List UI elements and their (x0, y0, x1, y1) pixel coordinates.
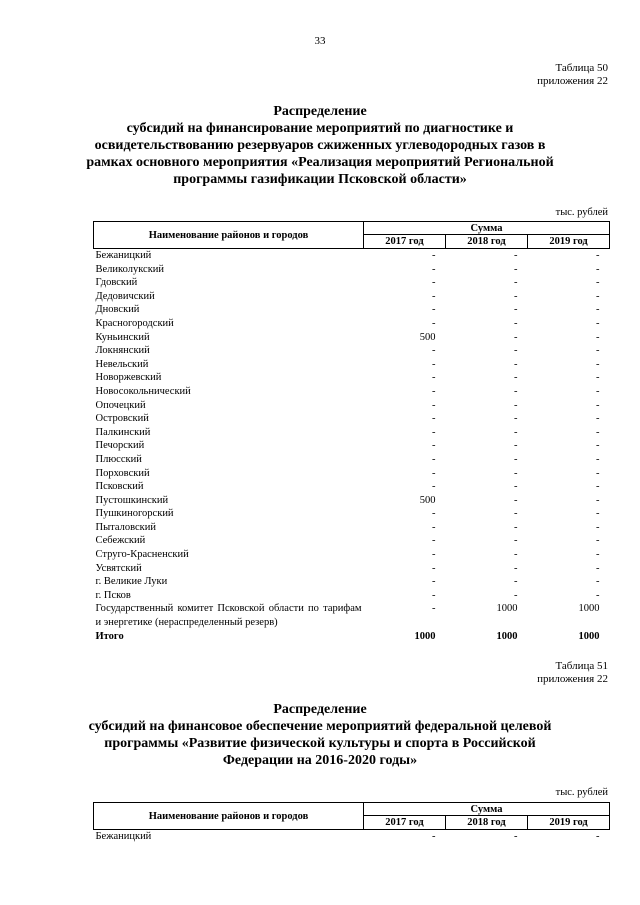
column-header-2019: 2019 год (528, 816, 610, 830)
table-row (94, 276, 610, 290)
district-name-cell: г. Великие Луки (95, 576, 168, 588)
table-row (94, 548, 610, 562)
value-2019-cell: - (596, 385, 600, 397)
value-2017-cell: - (432, 576, 436, 588)
value-2018-cell: - (514, 372, 518, 384)
table-body (94, 249, 610, 644)
value-2019-cell: - (596, 399, 600, 411)
subsidy-table-51 (93, 802, 610, 844)
table-row (94, 439, 610, 453)
table-51-heading (60, 701, 580, 769)
value-2017-cell: - (432, 263, 436, 275)
value-2017-cell: - (432, 453, 436, 465)
table-row (94, 480, 610, 494)
district-name-cell: Невельский (95, 358, 149, 370)
table-ref-line: приложения 22 (537, 673, 608, 685)
value-2018-cell: - (514, 290, 518, 302)
district-name-cell: Струго-Красненский (95, 549, 189, 561)
table-row (94, 426, 610, 440)
column-header-sum: Сумма (364, 222, 610, 235)
district-name-cell: Дедовичский (95, 290, 155, 302)
value-2019-cell: - (596, 576, 600, 588)
table-51-reference (537, 660, 608, 686)
heading-line: Федерации на 2016-2020 годы» (222, 753, 418, 768)
value-2018-cell: - (514, 277, 518, 289)
value-2019-cell: - (596, 331, 600, 343)
value-2019-cell: - (596, 345, 600, 357)
value-2019-cell: - (596, 413, 600, 425)
table-row (94, 412, 610, 426)
district-name-cell: Печорский (95, 440, 145, 452)
value-2019-cell: - (596, 263, 600, 275)
value-2017-cell: - (432, 358, 436, 370)
value-2017-cell: - (432, 290, 436, 302)
table-row (94, 344, 610, 358)
value-2018-cell: - (514, 358, 518, 370)
table-ref-line: Таблица 51 (555, 660, 608, 672)
value-2018-cell: - (514, 304, 518, 316)
value-2019-cell: 1000 (578, 630, 600, 642)
value-2017-cell: - (432, 345, 436, 357)
value-2019-cell: - (596, 831, 600, 842)
value-2017-cell: - (432, 535, 436, 547)
value-2019-cell: - (596, 467, 600, 479)
value-2017-cell: 500 (419, 494, 436, 506)
table-row (94, 263, 610, 277)
table-row (94, 575, 610, 589)
value-2018-cell: 1000 (496, 603, 518, 615)
table-row (94, 453, 610, 467)
value-2017-cell: - (432, 521, 436, 533)
value-2017-cell: - (432, 413, 436, 425)
district-name-cell: Усвятский (95, 562, 142, 574)
value-2017-cell: - (432, 250, 436, 261)
total-row (94, 630, 610, 644)
value-2017-cell: - (432, 372, 436, 384)
value-2019-cell: - (596, 277, 600, 289)
value-2019-cell: - (596, 535, 600, 547)
value-2019-cell: - (596, 372, 600, 384)
district-name-cell: Великолукский (95, 263, 165, 275)
heading-title: Распределение (273, 702, 367, 717)
value-2018-cell: - (514, 317, 518, 329)
value-2018-cell: - (514, 494, 518, 506)
value-2017-cell: - (432, 589, 436, 601)
table-row (94, 602, 610, 629)
district-name-cell: Палкинский (95, 426, 151, 438)
table-row (94, 507, 610, 521)
table-row (94, 303, 610, 317)
table-ref-line: приложения 22 (537, 75, 608, 87)
table-row (94, 467, 610, 481)
value-2017-cell: - (432, 399, 436, 411)
column-header-name: Наименование районов и городов (94, 222, 364, 249)
value-2018-cell: - (514, 331, 518, 343)
district-name-cell: г. Псков (95, 589, 131, 601)
page-number: 33 (314, 35, 326, 47)
table-row (94, 385, 610, 399)
value-2018-cell: - (514, 263, 518, 275)
value-2019-cell: 1000 (578, 603, 600, 615)
value-2018-cell: - (514, 508, 518, 520)
value-2018-cell: - (514, 250, 518, 261)
value-2017-cell: - (432, 304, 436, 316)
value-2018-cell: - (514, 440, 518, 452)
value-2019-cell: - (596, 453, 600, 465)
table-body (94, 830, 610, 844)
value-2018-cell: - (514, 576, 518, 588)
column-header-2018: 2018 год (446, 235, 528, 249)
value-2017-cell: - (432, 277, 436, 289)
column-header-2017: 2017 год (364, 235, 446, 249)
table-row (94, 358, 610, 372)
district-name-cell: Островский (95, 413, 149, 425)
value-2017-cell: - (432, 440, 436, 452)
value-2018-cell: - (514, 345, 518, 357)
value-2019-cell: - (596, 358, 600, 370)
value-2017-cell: - (432, 481, 436, 493)
value-2018-cell: - (514, 413, 518, 425)
value-2017-cell: - (432, 385, 436, 397)
value-2019-cell: - (596, 481, 600, 493)
value-2018-cell: - (514, 399, 518, 411)
units-label: тыс. рублей (555, 787, 608, 798)
heading-line: рамках основного мероприятия «Реализация мероприятий Региональной (86, 155, 554, 170)
heading-line: программы газификации Псковской области» (173, 172, 467, 187)
value-2017-cell: - (432, 467, 436, 479)
value-2017-cell: - (432, 562, 436, 574)
table-row (94, 562, 610, 576)
value-2018-cell: - (514, 426, 518, 438)
district-name-cell: Куньинский (95, 331, 150, 343)
value-2019-cell: - (596, 589, 600, 601)
value-2019-cell: - (596, 521, 600, 533)
value-2018-cell: - (514, 562, 518, 574)
value-2018-cell: - (514, 589, 518, 601)
table-row (94, 331, 610, 345)
value-2019-cell: - (596, 290, 600, 302)
district-name-cell: Себежский (95, 535, 146, 547)
value-2018-cell: - (514, 535, 518, 547)
value-2019-cell: - (596, 549, 600, 561)
value-2019-cell: - (596, 304, 600, 316)
value-2019-cell: - (596, 317, 600, 329)
heading-line: программы «Развитие физической культуры и спорта в Российской (104, 736, 536, 751)
district-name-cell: Опочецкий (95, 399, 146, 411)
value-2019-cell: - (596, 426, 600, 438)
value-2017-cell: - (432, 426, 436, 438)
heading-line: субсидий на финансирование мероприятий по диагностике и (126, 121, 514, 136)
table-row (94, 534, 610, 548)
district-name-cell: Государственный комитет Псковской области по тарифам и энергетике (нераспределенный резерв) (95, 603, 362, 629)
value-2018-cell: - (514, 453, 518, 465)
column-header-2018: 2018 год (446, 816, 528, 830)
value-2018-cell: 1000 (496, 630, 518, 642)
table-ref-line: Таблица 50 (555, 62, 608, 74)
table-row (94, 399, 610, 413)
column-header-name: Наименование районов и городов (94, 803, 364, 830)
subsidy-table-50 (93, 221, 610, 643)
value-2018-cell: - (514, 481, 518, 493)
heading-line: освидетельствованию резервуаров сжиженных углеводородных газов в (94, 138, 546, 153)
value-2017-cell: - (432, 603, 436, 615)
column-header-sum: Сумма (364, 803, 610, 816)
value-2017-cell: - (432, 831, 436, 842)
value-2017-cell: 1000 (414, 630, 436, 642)
value-2019-cell: - (596, 508, 600, 520)
district-name-cell: Пустошкинский (95, 494, 169, 506)
district-name-cell: Новосокольнический (95, 385, 191, 397)
district-name-cell: Дновский (95, 304, 140, 316)
district-name-cell: Пыталовский (95, 521, 156, 533)
table-row (94, 830, 610, 844)
value-2018-cell: - (514, 549, 518, 561)
table-row (94, 371, 610, 385)
value-2018-cell: - (514, 831, 518, 842)
value-2017-cell: - (432, 317, 436, 329)
heading-line: субсидий на финансовое обеспечение мероприятий федеральной целевой (88, 719, 552, 734)
value-2017-cell: 500 (419, 331, 436, 343)
table-50-heading (60, 103, 580, 188)
column-header-2019: 2019 год (528, 235, 610, 249)
table-row (94, 249, 610, 263)
value-2018-cell: - (514, 467, 518, 479)
district-name-cell: Бежаницкий (95, 831, 152, 842)
heading-title: Распределение (273, 104, 367, 119)
district-name-cell: Итого (95, 630, 124, 642)
value-2019-cell: - (596, 494, 600, 506)
district-name-cell: Новоржевский (95, 372, 162, 384)
table-row (94, 317, 610, 331)
table-row (94, 521, 610, 535)
district-name-cell: Псковский (95, 481, 144, 493)
district-name-cell: Локнянский (95, 345, 150, 357)
table-row (94, 589, 610, 603)
table-row (94, 290, 610, 304)
table-row (94, 494, 610, 508)
table-50-reference (537, 62, 608, 88)
district-name-cell: Порховский (95, 467, 150, 479)
value-2019-cell: - (596, 440, 600, 452)
district-name-cell: Красногородский (95, 317, 174, 329)
district-name-cell: Плюсский (95, 453, 142, 465)
district-name-cell: Бежаницкий (95, 250, 152, 261)
column-header-2017: 2017 год (364, 816, 446, 830)
units-label: тыс. рублей (555, 207, 608, 218)
value-2018-cell: - (514, 385, 518, 397)
value-2017-cell: - (432, 508, 436, 520)
value-2019-cell: - (596, 562, 600, 574)
value-2019-cell: - (596, 250, 600, 261)
district-name-cell: Пушкиногорский (95, 508, 174, 520)
value-2018-cell: - (514, 521, 518, 533)
value-2017-cell: - (432, 549, 436, 561)
district-name-cell: Гдовский (95, 277, 138, 289)
